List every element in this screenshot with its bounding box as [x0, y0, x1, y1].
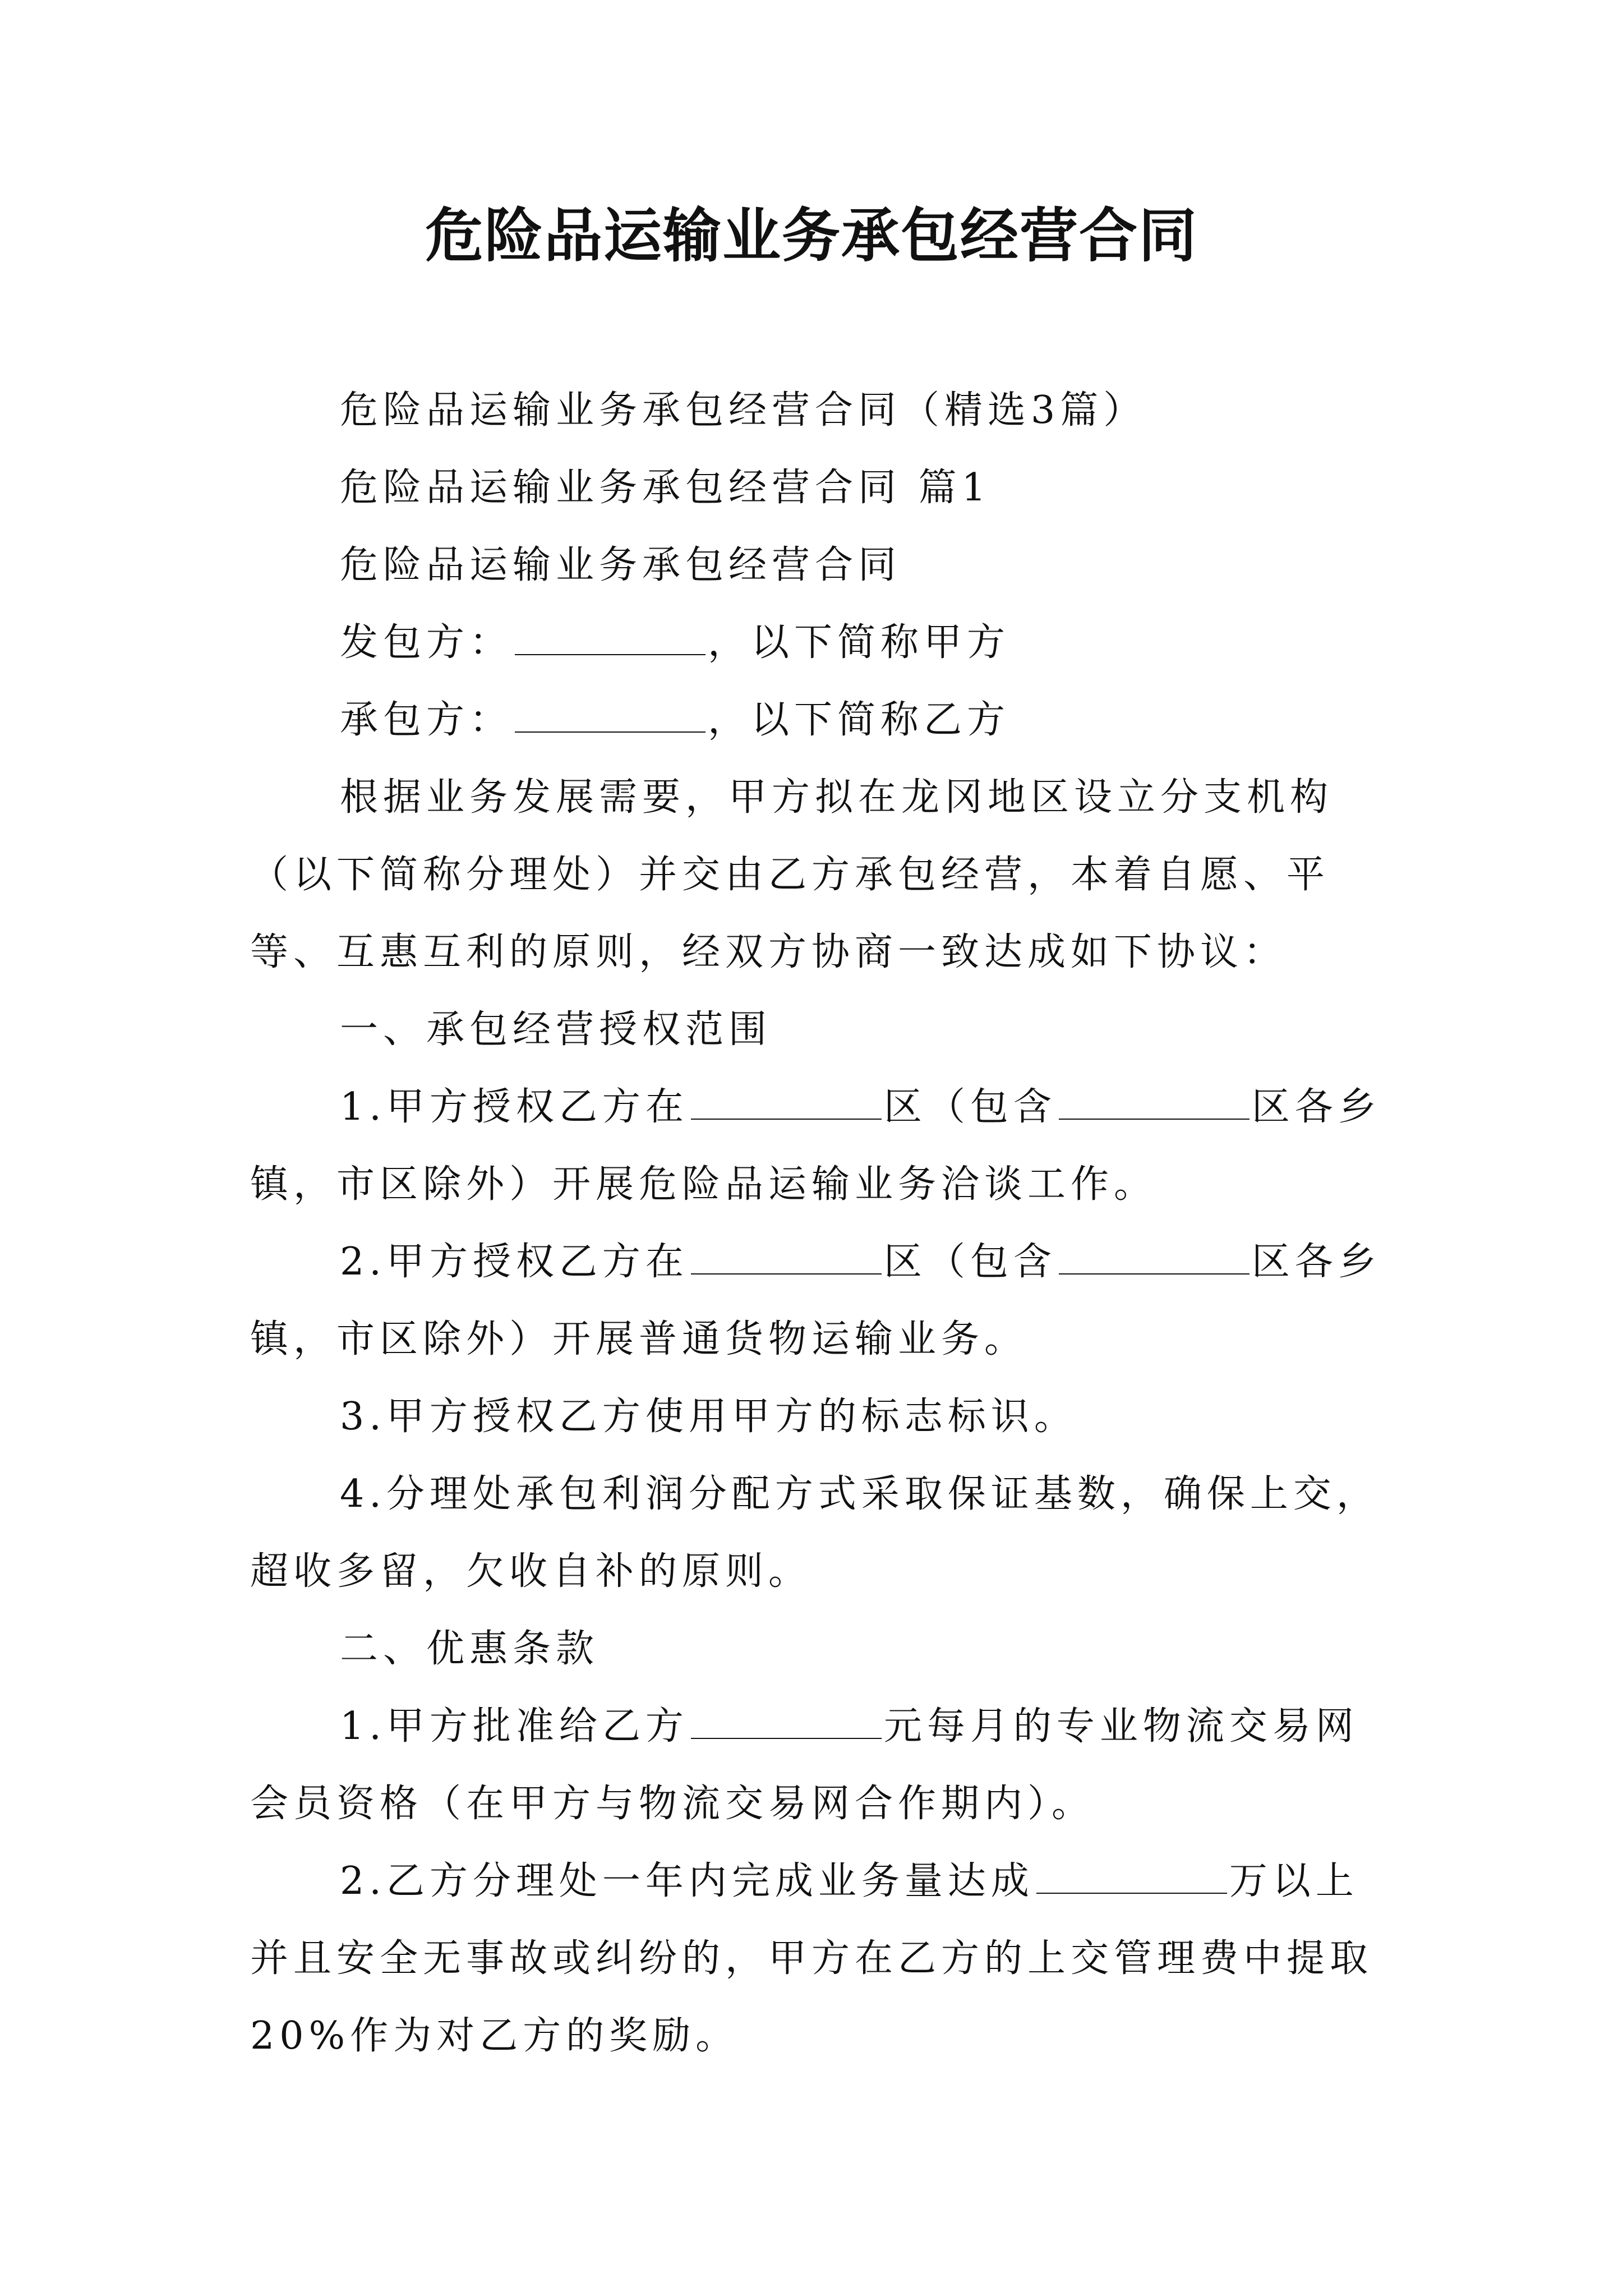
clause-1-3: 3.甲方授权乙方使用甲方的标志标识。: [340, 1395, 1077, 1439]
clause-2-2-text-a: 2.乙方分理处一年内完成业务量达成: [340, 1859, 1034, 1903]
clause-2-1-text-a: 1.甲方批准给乙方: [340, 1704, 689, 1749]
clause-1-2-text-a: 2.甲方授权乙方在: [340, 1240, 689, 1284]
party-a-line: [250, 604, 1394, 682]
clause-1-2-blank-b: [1059, 1240, 1249, 1274]
clause-2-2: [250, 1843, 1394, 2075]
clause-1-1-text-a: 1.甲方授权乙方在: [340, 1085, 689, 1129]
contract-name-line: 危险品运输业务承包经营合同: [340, 543, 902, 587]
clause-1-2-blank-a: [691, 1240, 882, 1274]
section-heading-line: 危险品运输业务承包经营合同 篇1: [340, 466, 991, 510]
clause-1-1-blank-b: [1059, 1085, 1249, 1120]
clause-1-1-blank-a: [691, 1085, 882, 1120]
clause-2-2-text-b: 万以上并且安全无事故或纠纷的，甲方在乙方的上交管理费中提取20%作为对乙方的奖励。: [250, 1859, 1373, 2058]
clause-2-1-text-b: 元每月的专业物流交易网会员资格（在甲方与物流交易网合作期内）。: [250, 1704, 1359, 1826]
document-title: 危险品运输业务承包经营合同: [425, 201, 1198, 270]
party-a-label: 发包方：: [340, 620, 513, 665]
subtitle-line: 危险品运输业务承包经营合同（精选3篇）: [340, 388, 1147, 432]
clause-1-1-text-b: 区（包含: [883, 1085, 1057, 1129]
section-heading-one: 一、承包经营授权范围: [340, 1007, 772, 1052]
clause-1-2-text-b: 区（包含: [883, 1240, 1057, 1284]
section-heading-two: 二、优惠条款: [340, 1627, 600, 1671]
party-a-blank: [515, 620, 706, 655]
clause-1-4: 4.分理处承包利润分配方式采取保证基数，确保上交，超收多留，欠收自补的原则。: [250, 1472, 1380, 1594]
party-b-line: [250, 682, 1394, 759]
party-b-suffix: ，以下简称乙方: [708, 698, 1011, 742]
clause-1-2-text-c: 区各乡镇，市区除外）开展普通货物运输业务。: [250, 1240, 1381, 1361]
clause-1-1-text-c: 区各乡镇，市区除外）开展危险品运输业务洽谈工作。: [250, 1085, 1381, 1207]
document-body: [250, 372, 1394, 2075]
intro-paragraph: 根据业务发展需要，甲方拟在龙冈地区设立分支机构（以下简称分理处）并交由乙方承包经营，本着自愿、平等、互惠互利的原则，经双方协商一致达成如下协议：: [250, 775, 1334, 974]
party-b-label: 承包方：: [340, 698, 513, 742]
clause-1-1: [250, 1069, 1394, 1223]
clause-2-2-blank: [1036, 1859, 1227, 1894]
party-b-blank: [515, 698, 706, 733]
clause-2-1: [250, 1688, 1394, 1843]
party-a-suffix: ，以下简称甲方: [708, 620, 1011, 665]
clause-2-1-blank: [691, 1704, 882, 1739]
clause-1-2: [250, 1223, 1394, 1378]
